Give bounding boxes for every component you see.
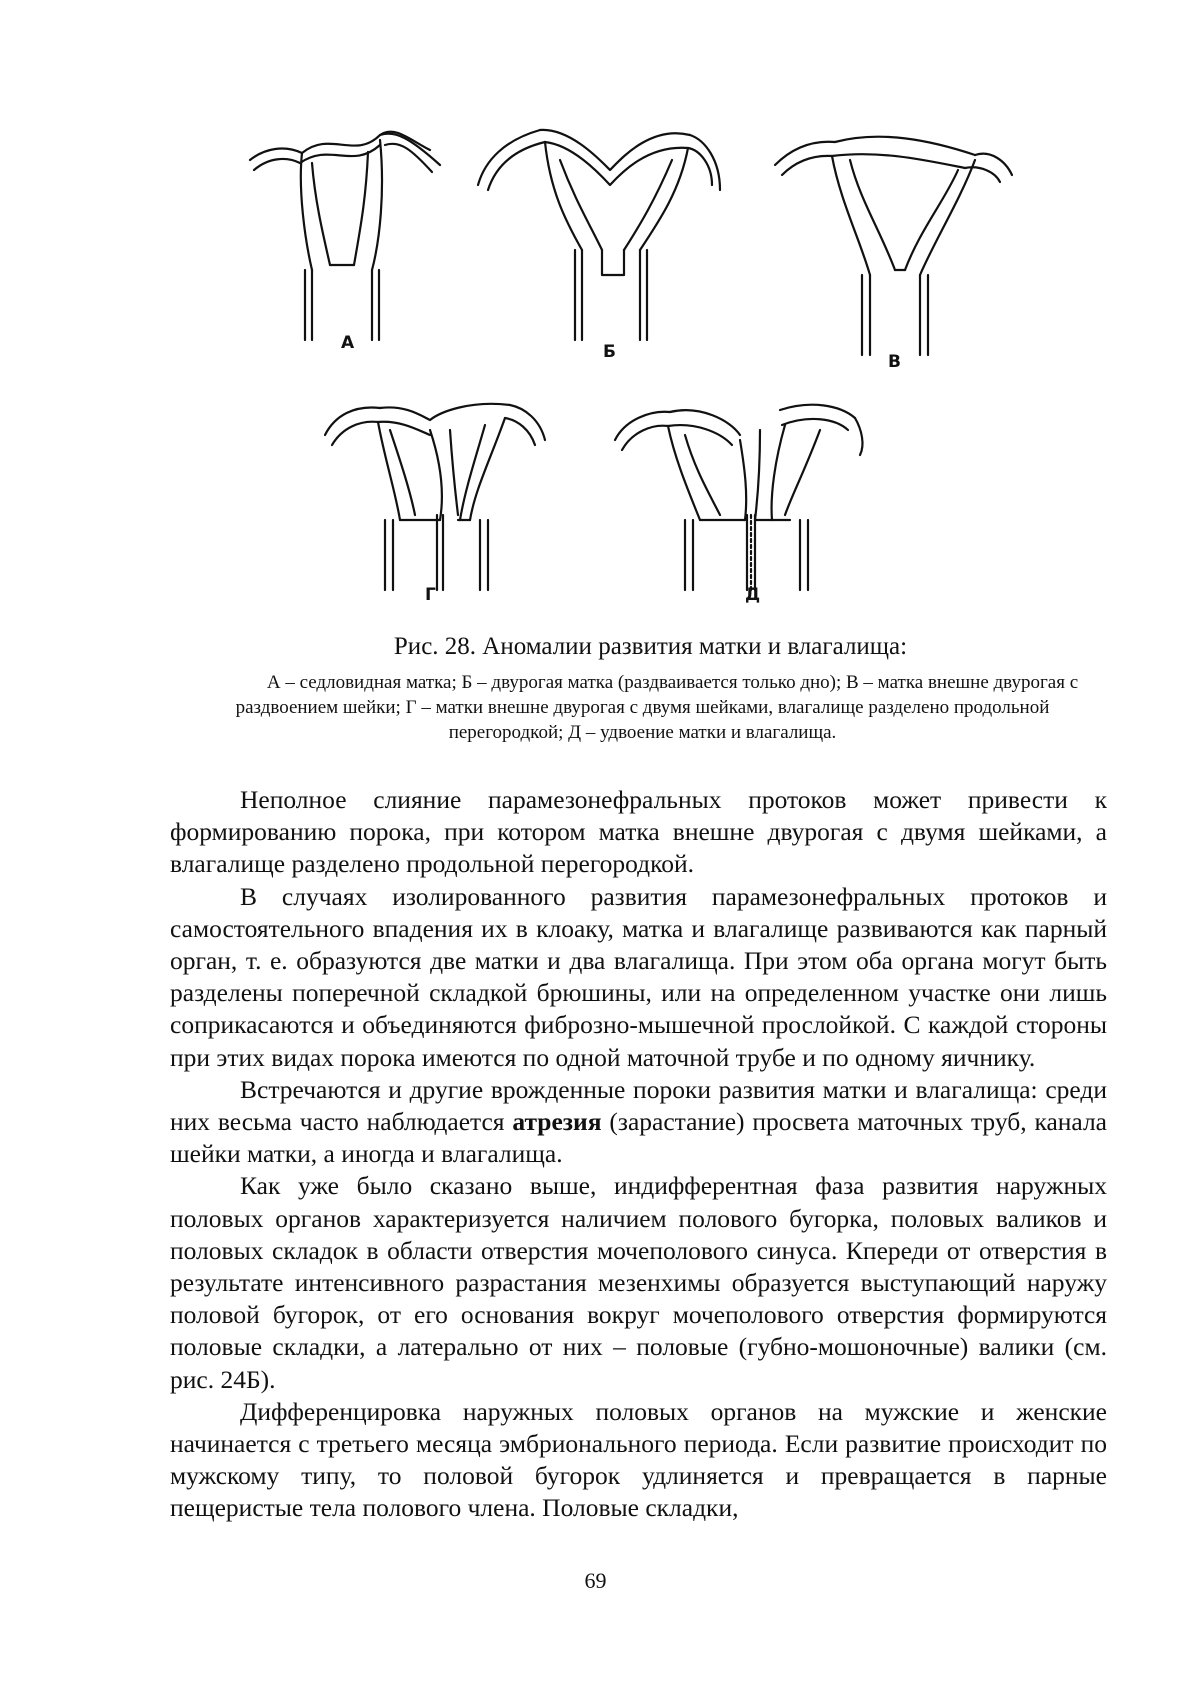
drawing-d bbox=[615, 405, 862, 590]
drawing-c bbox=[775, 137, 1012, 355]
paragraph-text: Встречаются и другие врожденные пороки развития матки и влагалища: среди них весьма часто наблюдается bbox=[170, 1074, 1107, 1137]
paragraph bbox=[170, 784, 1107, 881]
drawing-a bbox=[250, 132, 440, 340]
figure-caption-body: А – седловидная матка; Б – двурогая матка (раздваивается только дно); В – матка внешне двурогая с раздвоением шейки; Г – матки внешне двурогая с двумя шейками, влагалище разделено продольной перегородкой; Д – удвоение матки и влагалища. bbox=[235, 672, 1079, 743]
paragraph-text: В случаях изолированного развития парамезонефральных протоков и самостоятельного впадения их в клоаку, матка и влагалище развиваются как парный орган, т. е. образуются две матки и два влагалища. При этом оба органа могут быть разделены поперечной складкой брюшины, или на определенном участке они лишь соприкасаются и объединяются фиброзно-мышечной прослойкой. С каждой стороны при этих видах порока имеются по одной маточной трубе и по одному яичнику. bbox=[170, 881, 1107, 1072]
figure-caption-title: Рис. 28. Аномалии развития матки и влагалища: bbox=[393, 633, 908, 660]
paragraph-text: Как уже было сказано выше, индифферентная фаза развития наружных половых органов характеризуется наличием полового бугорка, половых валиков и половых складок в области отверстия мочеполового синуса. Кпереди от отверстия в результате интенсивного разрастания мезенхимы образуется выступающий наружу половой бугорок, от его основания вокруг мочеполового отверстия формируются половые складки, а латерально от них – половые (губно-мошоночные) валики (см. рис. 24Б). bbox=[170, 1171, 1107, 1394]
drawing-b bbox=[478, 130, 720, 340]
figure-label-a: А bbox=[341, 333, 355, 353]
paragraph-text: Неполное слияние парамезонефральных протоков может привести к формированию порока, при котором матка внешне двурогая с двумя шейками, а влагалище разделено продольной перегородкой. bbox=[170, 785, 1107, 879]
figure-label-v: В bbox=[888, 352, 901, 372]
paragraph bbox=[170, 881, 1107, 1074]
bold-term: атрезия bbox=[512, 1107, 602, 1137]
paragraph bbox=[170, 1074, 1107, 1171]
paragraph-text: (зарастание) просвета маточных труб, канала шейки матки, а иногда и влагалища. bbox=[170, 1107, 1107, 1169]
uterus-anomalies-figure bbox=[0, 0, 1191, 640]
paragraph bbox=[170, 1396, 1107, 1525]
paragraph-text: Дифференцировка наружных половых органов на мужские и женские начинается с третьего месяца эмбрионального периода. Если развитие происходит по мужскому типу, то половой бугорок удлиняется и превращается в парные пещеристые тела полового члена. Половые складки, bbox=[170, 1396, 1107, 1523]
figure-label-g: Г bbox=[425, 585, 436, 605]
page-number: 69 bbox=[584, 1568, 607, 1593]
figure-label-b: Б bbox=[603, 342, 616, 362]
figure-label-d: Д bbox=[745, 585, 761, 605]
drawing-g bbox=[325, 404, 545, 590]
body-text bbox=[170, 784, 1107, 1525]
paragraph bbox=[170, 1170, 1107, 1395]
